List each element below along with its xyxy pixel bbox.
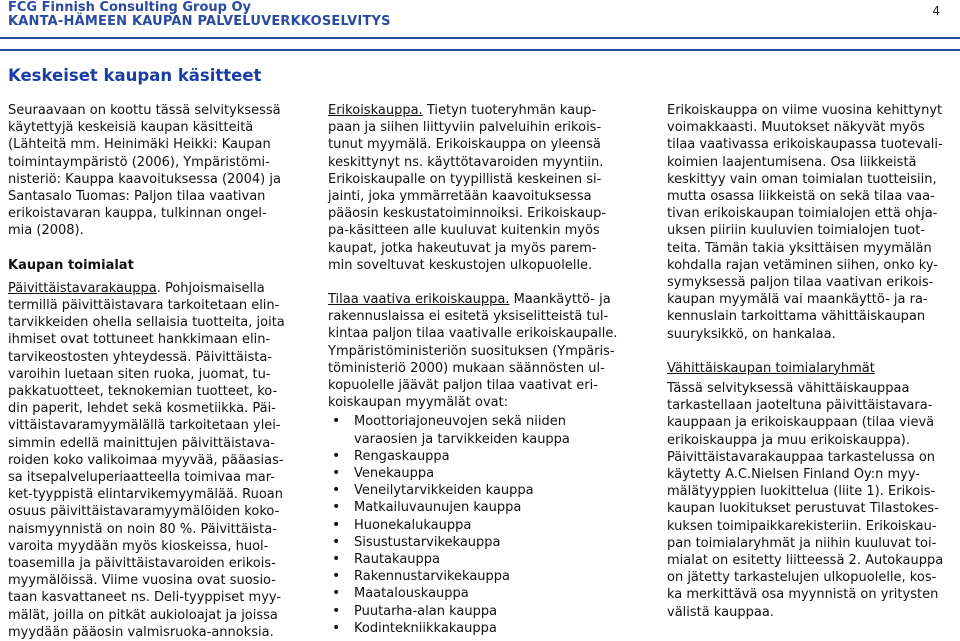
text-line: taan kasvattaneet ns. Deli-tyyppiset myy- [8,590,282,606]
text-line: Päivittäistavarakauppaa tarkastelussa on [667,449,936,465]
text-line: uksen piiriin kuuluvien toimialojen tuot- [667,223,925,239]
term-rest: . Pohjoismaisella [156,280,265,296]
list-item-text: • Venekauppa [354,466,435,482]
text-line: tilaa vaativassa erikoiskaupassa tuotevali- [667,137,943,153]
text-line: varoihin luetaan siten ruoka, juomat, tu- [8,366,271,382]
text-line: mälätyyppien luokittelua (liite 1). Erikois- [667,484,936,500]
second-term-line [328,291,628,308]
text-line: paan ja siihen liittyviin palveluihin erikois- [328,120,602,136]
text-line: osuus päivittäistavaramyymälöiden koko- [8,504,280,520]
text-line: erikoiskauppa ja muu erikoiskauppa). [667,432,910,448]
list-item [328,448,628,465]
list-item-text: • Sisustustarvikekauppa [354,534,501,550]
list-item-text: • Huonekalukauppa [354,517,472,533]
text-line: keskittynyt ns. käyttötavaroiden myyntiin. [328,154,604,170]
text-line: naismyynnistä on noin 80 %. Päivittäista- [8,521,277,537]
text-line: Erikoiskauppa on viime vuosina kehittynyt [667,103,943,118]
term-tilaa-vaativa: Tilaa vaativa erikoiskauppa. [328,292,510,308]
text-line: tarvikeostosten yhteydessä. Päivittäista- [8,349,272,365]
intro-paragraph [8,102,298,240]
list-item-text: • Rengaskauppa [354,448,450,464]
first-line [328,102,628,119]
text-line: suuryksikkö, on hankalaa. [667,326,836,342]
list-item-text: varaosien ja tarvikkeiden kauppa [354,431,570,447]
text-line: kaupat, jotka hakeutuvat ja myös parem- [328,240,597,256]
text-line: nisteriö: Kauppa kaavoituksessa (2004) ja [8,171,281,187]
text-line: tarkastellaan jaoteltuna päivittäistavara- [667,398,933,414]
text-line: toimintaympäristö (2006), Ympäristömi- [8,154,270,170]
text-line: din paperit, lehdet sekä kosmetiikka. Päi- [8,401,276,417]
text-line: Erikoiskaupalle on tyypillistä keskeinen si- [328,171,602,187]
text-line: koimien laajentumisena. Osa liikkeistä [667,154,917,170]
text-line: pan toimialaryhmät ja niihin kuuluvat toi- [667,535,937,551]
text-line: käytettyjä keskeisiä kaupan käsitteitä [8,120,254,136]
text-line: kopuolelle jäävät paljon tilaa vaativat eri- [328,378,598,394]
text-line: (Lähteitä mm. Heinimäki Heikki: Kaupan [8,137,271,153]
term-paivittaistavarakauppa: Päivittäistavarakauppa [8,280,157,296]
subheading-toimialaryhmat: Vähittäiskaupan toimialaryhmät [667,360,875,376]
text-line: kauppaan ja erikoiskauppaan (tilaa vievä [667,415,935,431]
list-item-text: • Rakennustarvikekauppa [354,569,511,585]
list-item [328,499,628,516]
list-item [328,568,628,585]
term-paragraph [8,280,298,297]
text-line: sa itsepalveluperiaatteella toimivaa mar- [8,470,275,486]
text-line: koiskaupan myymälät ovat: [328,395,509,411]
list-item-text: • Matkailuvaunujen kauppa [354,500,522,516]
text-line: Seuraavaan on koottu tässä selvityksessä [8,103,281,118]
erikoiskauppa-paragraph [328,119,628,274]
list-item-text: • Puutarha-alan kauppa [354,603,498,619]
page-number: 4 [932,4,940,18]
list-item [328,413,628,447]
text-line: keskittyy vain oman toimialan tuotteisiin, [667,171,937,187]
header-rule-bottom [0,49,960,51]
text-line: kaupan myymälä vai maankäyttö- ja ra- [667,292,928,308]
text-line: välistä kauppaa. [667,604,774,620]
text-line: erikoistavaran kauppa, tulkinnan ongel- [8,206,267,222]
text-line: symyksessä paljon tilaa vaativan erikois- [667,275,934,291]
tilaa-vaativa-paragraph [328,308,628,411]
report-title: KANTA-HÄMEEN KAUPAN PALVELUVERKKOSELVITYS [8,14,391,29]
text-line: kintaa paljon tilaa vaativalle erikoiskaupalle. [328,326,618,342]
text-line: Ympäristöministeriön suosituksen (Ympäris- [328,343,615,359]
list-item [328,585,628,602]
list-item [328,551,628,568]
toimialaryhmat-paragraph [667,380,957,621]
text-line: toasemilla ja päivittäistavaroiden erikois- [8,556,276,572]
text-line: vittäistavaramyymälällä tarkoitetaan ylei- [8,418,281,434]
text-line: myymälöissä. Viime vuosina ovat suosio- [8,573,276,589]
list-item-text: • Moottoriajoneuvojen sekä niiden [354,414,566,430]
text-line: on jätetty tarkastelujen ulkopuolelle, kos- [667,570,937,586]
list-item [328,534,628,551]
first-line-rest: Tietyn tuoteryhmän kaup- [422,103,597,118]
text-line: mutta osassa liikkeistä on sekä tilaa vaa- [667,189,935,205]
list-item-text: • Kodintekniikkakauppa [354,620,497,636]
text-line: mia (2008). [8,223,84,239]
text-line: teita. Tämän takia yksittäisen myymälän [667,240,932,256]
list-item [328,482,628,499]
list-item-text: • Maatalouskauppa [354,586,469,602]
list-item-text: • Veneilytarvikkeiden kauppa [354,483,534,499]
text-line: rakennuslaissa ei esitetä yksiselitteistä tul- [328,309,609,325]
text-line: kohdalla rajan vetäminen siihen, onko ky- [667,257,939,273]
text-line: töministeriö 2000) mukaan säännösten ul- [328,360,605,376]
text-line: pakkatuotteet, teknokemian tuotteet, ko- [8,384,278,400]
text-line: mialat on esitetty liitteessä 2. Autokauppa [667,553,944,569]
text-line: kuksen toimipaikkarekisteriin. Erikoiskau- [667,518,937,534]
text-line: tunut myymälä. Erikoiskauppa on yleensä [328,137,601,153]
header-org: FCG Finnish Consulting Group Oy [8,0,251,15]
text-line: pa-käsitteen alle kuuluvat kuitenkin myös [328,223,600,239]
store-type-list [328,413,628,637]
text-line: tivan erikoiskaupan toimialojen että ohja- [667,206,938,222]
text-line: myydään pääosin valmisruoka-annoksia. [8,624,274,640]
list-item-text: • Rautakauppa [354,552,440,568]
list-item [328,465,628,482]
text-line: kennuslain tarkoittama vähittäiskaupan [667,309,926,325]
text-line: ket-tyyppistä elintarvikemyymälää. Ruoan [8,487,283,503]
text-line: voimakkaasti. Muutokset näkyvät myös [667,120,925,136]
list-item [328,517,628,534]
list-item [328,620,628,637]
text-line: ka merkittävä osa myynnistä on yritysten [667,587,939,603]
column-2 [328,102,628,637]
list-item [328,603,628,620]
text-line: termillä päivittäistavara tarkoitetaan elin- [8,298,280,314]
header-rule-top [0,37,960,39]
text-line: mälät, joilla on pitkät aukioloajat ja joissa [8,607,278,623]
body-paragraph [8,297,298,641]
column-3 [667,102,957,621]
column-1 [8,102,298,641]
text-line: jainti, joka ymmärretään kaavoituksessa [328,189,592,205]
second-term-rest: Maankäyttö- ja [509,292,611,308]
text-line: simmin edellä mainittujen päivittäistava- [8,435,275,451]
text-line: roiden koko valikoimaa myyvää, pääasias- [8,452,284,468]
text-line: pääosin keskustatoiminnoiksi. Erikoiskaup- [328,206,607,222]
text-line: Santasalo Tuomas: Paljon tilaa vaativan [8,189,266,205]
text-line: varoita myydään myös kioskeissa, huol- [8,538,269,554]
term-erikoiskauppa: Erikoiskauppa. [328,103,423,118]
text-line: käytetty A.C.Nielsen Finland Oy:n myy- [667,467,920,483]
text-line: min soveltuvat keskustojen ulkopuolelle. [328,257,593,273]
text-line: tarvikkeiden ohella sellaisia tuotteita, joita [8,315,285,331]
subheading-kaupan-toimialat: Kaupan toimialat [8,257,134,273]
text-line: Tässä selvityksessä vähittäiskauppaa [667,381,910,397]
text-line: kaupan luokitukset perustuvat Tilastokes- [667,501,939,517]
section-title: Keskeiset kaupan käsitteet [8,66,262,85]
development-paragraph [667,102,957,343]
text-line: ihmiset ovat tottuneet hankkimaan elin- [8,332,271,348]
